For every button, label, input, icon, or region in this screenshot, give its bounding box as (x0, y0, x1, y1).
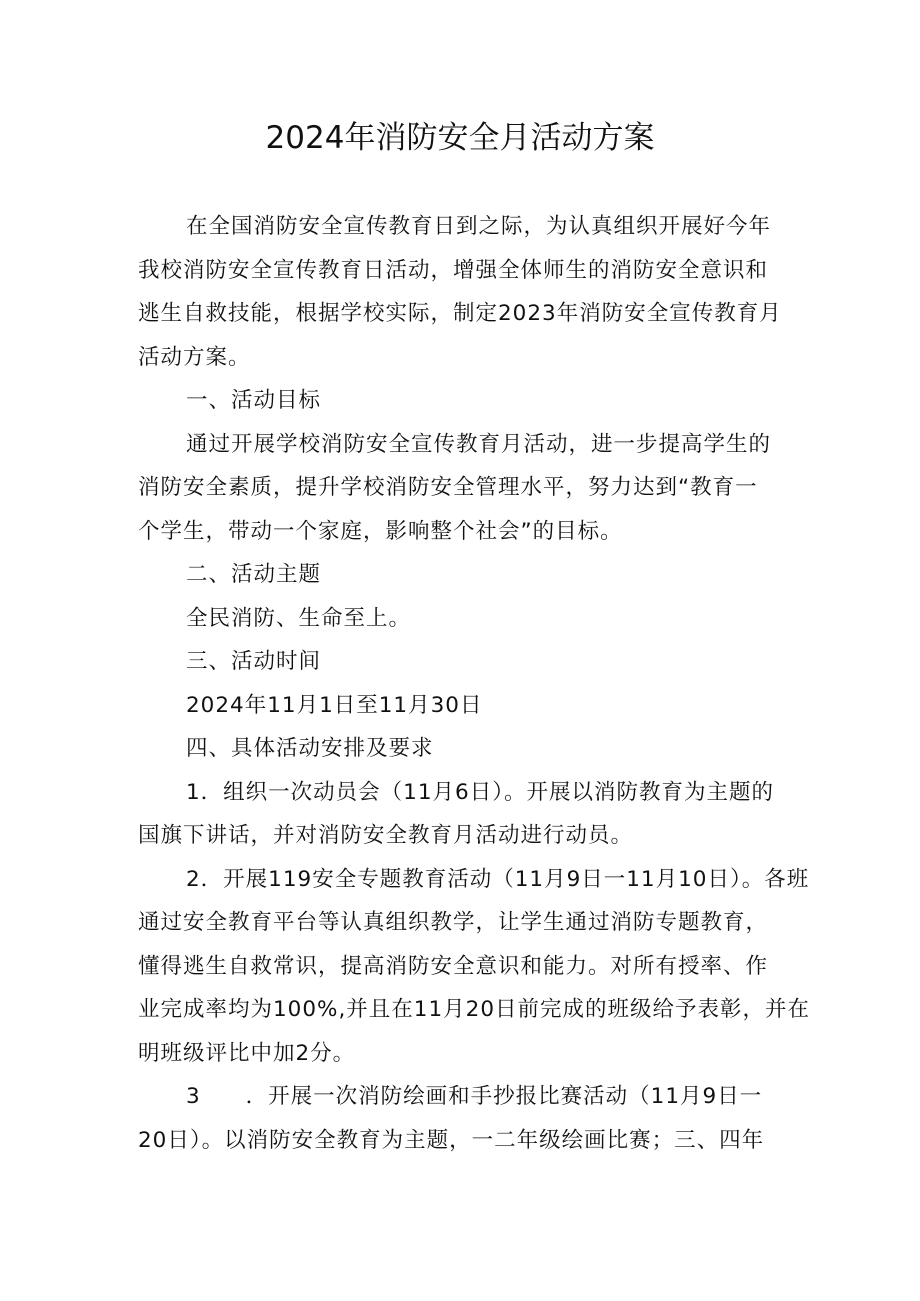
item-line: 3 ．开展一次消防绘画和手抄报比赛活动（11月9日一 (186, 1084, 763, 1109)
intro-line: 逃生自救技能，根据学校实际，制定2023年消防安全宣传教育月 (138, 301, 782, 326)
arrangement-item-1 (138, 771, 798, 858)
goal-line: 消防安全素质，提升学校消防安全管理水平，努力达到“教育一 (138, 475, 758, 500)
goal-line: 通过开展学校消防安全宣传教育月活动，进一步提高学生的 (186, 431, 772, 457)
document-title: 2024年消防安全月活动方案 (265, 120, 655, 156)
arrangement-item-3 (138, 1075, 798, 1162)
item-line: 懂得逃生自救常识，提高消防安全意识和能力。对所有授率、作 (138, 953, 769, 979)
item-line: 2．开展119安全专题教育活动（11月9日一11月10日）。各班 (186, 866, 810, 892)
section-heading-goal: 一、活动目标 (186, 388, 322, 413)
item-line: 业完成率均为100%,并且在11月20日前完成的班级给予表彰，并在 (138, 997, 811, 1022)
section-heading-time: 三、活动时间 (186, 649, 322, 674)
goal-line: 个学生，带动一个家庭，影响整个社会”的目标。 (138, 518, 623, 544)
theme-text: 全民消防、生命至上。 (186, 605, 412, 631)
arrangement-item-2 (138, 858, 811, 1076)
goal-paragraph (138, 423, 798, 554)
item-line: 通过安全教育平台等认真组织教学，让学生通过消防专题教育， (138, 910, 769, 935)
item-line: 明班级评比中加2分。 (138, 1040, 356, 1066)
document-body (138, 205, 811, 1162)
time-text: 2024年11月1日至11月30日 (186, 692, 483, 718)
section-heading-arrangement: 四、具体活动安排及要求 (186, 736, 434, 761)
item-line: 1．组织一次动员会（11月6日）。开展以消防教育为主题的 (186, 779, 774, 805)
item-line: 国旗下讲话，并对消防安全教育月活动进行动员。 (138, 823, 634, 848)
item-line: 20日）。以消防安全教育为主题，一二年级绘画比赛；三、四年 (138, 1127, 765, 1153)
intro-line: 我校消防安全宣传教育日活动，增强全体师生的消防安全意识和 (138, 257, 769, 283)
section-heading-theme: 二、活动主题 (186, 562, 322, 587)
intro-line: 活动方案。 (138, 344, 251, 370)
intro-line: 在全国消防安全宣传教育日到之际，为认真组织开展好今年 (186, 214, 772, 239)
intro-paragraph (138, 205, 798, 379)
